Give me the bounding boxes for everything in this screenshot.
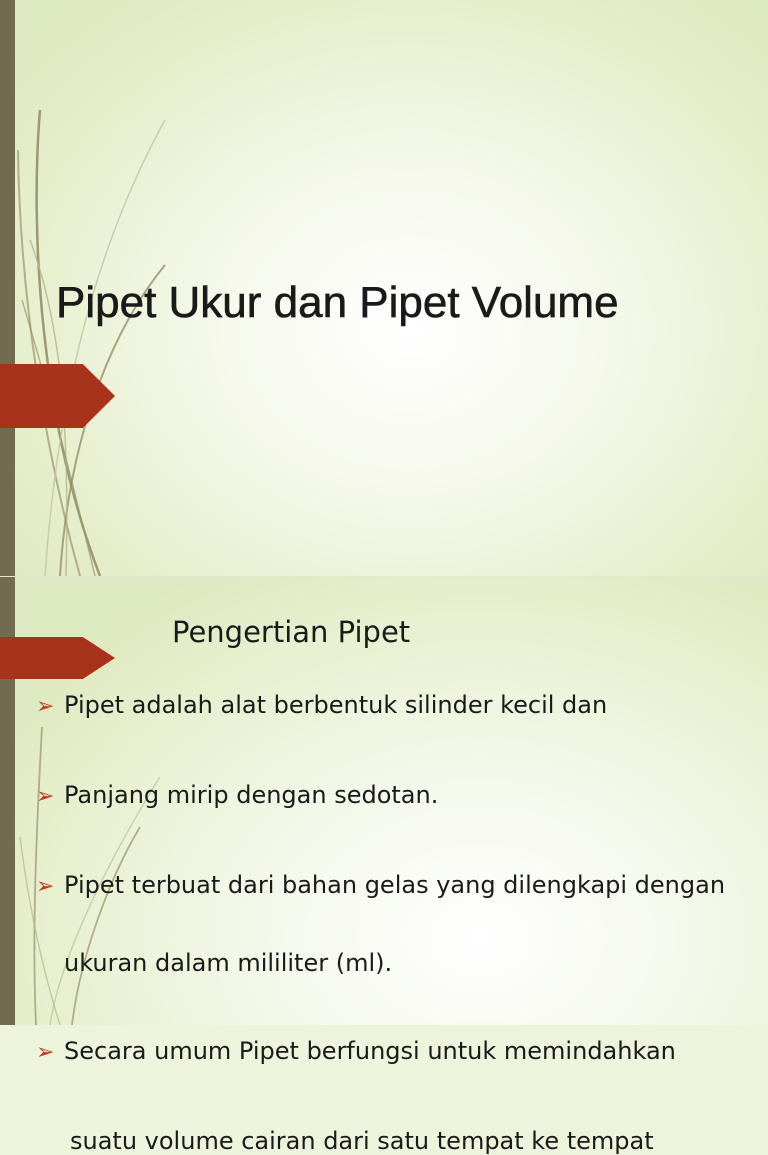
arrow-bullet-icon: ➢ [36, 784, 55, 809]
bullet-list [36, 691, 726, 1155]
slide-title: Pipet Ukur dan Pipet Volume [56, 278, 619, 327]
list-item [36, 691, 725, 719]
list-item [36, 1037, 725, 1065]
title-slide [0, 0, 768, 576]
bullet-text: Secara umum Pipet berfungsi untuk memindahkan [64, 1037, 676, 1065]
list-item [36, 781, 725, 809]
section-heading: Pengertian Pipet [172, 615, 411, 649]
arrow-bullet-icon: ➢ [36, 694, 55, 719]
bullet-text: Pipet terbuat dari bahan gelas yang dilengkapi dengan [64, 871, 726, 899]
list-item-continuation [70, 1127, 759, 1155]
list-item [36, 871, 725, 899]
arrow-bullet-icon: ➢ [36, 1040, 55, 1065]
bullet-text: Pipet adalah alat berbentuk silinder kecil dan [64, 691, 608, 719]
bullet-text: suatu volume cairan dari satu tempat ke tempat [70, 1127, 654, 1155]
content-slide [0, 576, 768, 1155]
bullet-text: Panjang mirip dengan sedotan. [64, 781, 439, 809]
bullet-text: ukuran dalam mililiter (ml). [64, 949, 393, 977]
arrow-bullet-icon: ➢ [36, 874, 55, 899]
list-item-continuation [64, 949, 753, 977]
